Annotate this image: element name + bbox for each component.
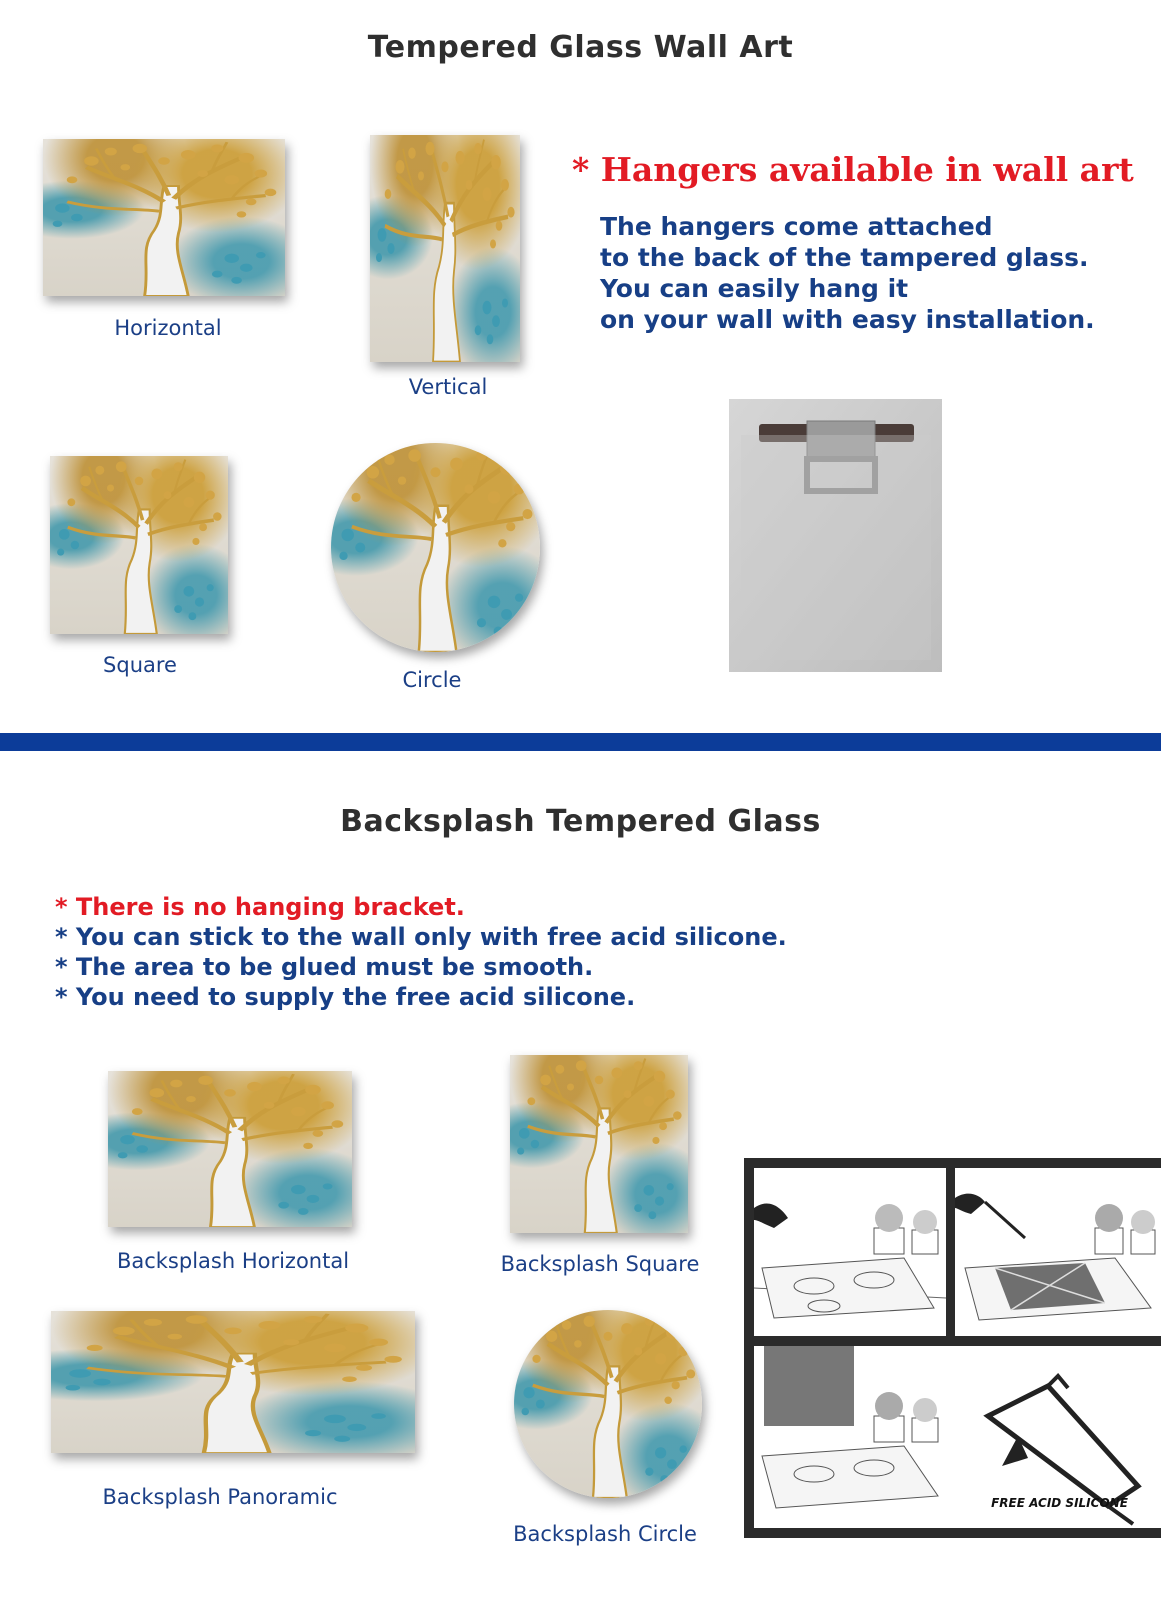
backsplash-square-image xyxy=(510,1055,688,1233)
horizontal-sample-image xyxy=(43,139,285,296)
square-sample-image xyxy=(50,456,228,634)
vertical-caption: Vertical xyxy=(408,375,488,399)
backsplash-horizontal-image xyxy=(108,1071,352,1227)
backsplash-panoramic-image xyxy=(51,1311,415,1453)
section-divider xyxy=(0,733,1161,751)
backsplash-horizontal-caption: Backsplash Horizontal xyxy=(116,1249,350,1273)
backsplash-note: * You can stick to the wall only with free acid silicone. xyxy=(55,923,787,951)
hangers-text-line: on your wall with easy installation. xyxy=(600,305,1095,334)
backsplash-note: * The area to be glued must be smooth. xyxy=(55,953,594,981)
backsplash-panoramic-caption: Backsplash Panoramic xyxy=(102,1485,338,1509)
vertical-sample-image xyxy=(370,135,520,362)
hangers-text-line: to the back of the tampered glass. xyxy=(600,243,1089,272)
installation-steps-illustration xyxy=(744,1158,1161,1538)
step-panel-press-glass xyxy=(754,1346,958,1528)
silicone-label: FREE ACID SILICONE xyxy=(991,1496,1128,1510)
step-panel-place-glass xyxy=(754,1168,946,1336)
horizontal-caption: Horizontal xyxy=(114,316,222,340)
step-panel-silicone-gun xyxy=(958,1346,1161,1528)
wall-art-title: Tempered Glass Wall Art xyxy=(367,30,794,65)
circle-caption: Circle xyxy=(402,668,462,692)
backsplash-circle-caption: Backsplash Circle xyxy=(513,1522,697,1546)
backsplash-note: * There is no hanging bracket. xyxy=(55,893,465,921)
hanger-photo xyxy=(729,399,942,672)
step-panel-apply-silicone xyxy=(955,1168,1161,1336)
hangers-text-line: You can easily hang it xyxy=(600,274,909,303)
backsplash-note: * You need to supply the free acid silicone. xyxy=(55,983,636,1011)
backsplash-title: Backsplash Tempered Glass xyxy=(340,804,821,839)
square-caption: Square xyxy=(103,653,177,677)
backsplash-circle-image xyxy=(514,1310,702,1498)
hangers-title: * Hangers available in wall art xyxy=(572,150,1134,189)
hangers-text-line: The hangers come attached xyxy=(600,212,993,241)
backsplash-square-caption: Backsplash Square xyxy=(500,1252,700,1276)
circle-sample-image xyxy=(331,443,540,652)
